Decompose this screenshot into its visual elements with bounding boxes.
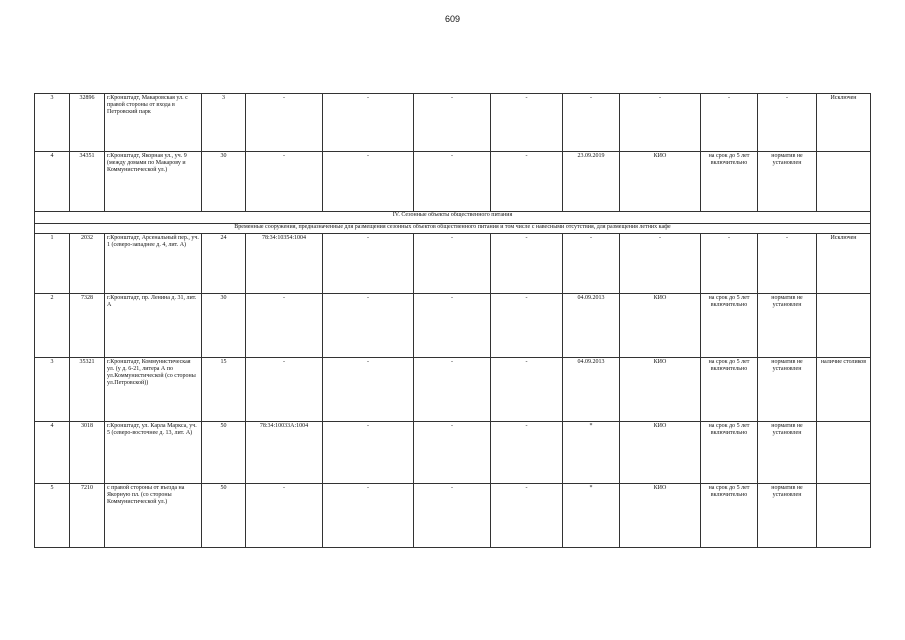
column-6-cell: - xyxy=(323,94,414,152)
norm-cell: норматив не установлен xyxy=(758,294,817,358)
section-row xyxy=(35,212,871,224)
table-body-group-2 xyxy=(35,234,871,548)
table-headers xyxy=(35,212,871,234)
row-number-cell: 5 xyxy=(35,484,70,548)
note-cell xyxy=(817,422,871,484)
cadastral-number-cell: - xyxy=(246,152,323,212)
norm-cell: норматив не установлен xyxy=(758,152,817,212)
column-8-cell: - xyxy=(491,94,563,152)
norm-cell: норматив не установлен xyxy=(758,358,817,422)
note-cell xyxy=(817,152,871,212)
table-row xyxy=(35,484,871,548)
address-cell: с правой стороны от въезда на Якорную пл. (со стороны Коммунистической ул.) xyxy=(105,484,202,548)
address-cell: г.Кронштадт, пр. Ленина д. 31, лит. А xyxy=(105,294,202,358)
term-cell: на срок до 5 лет включительно xyxy=(701,422,758,484)
area-cell: 15 xyxy=(202,358,246,422)
section-title: IV. Сезонные объекты общественного питания xyxy=(35,212,871,224)
agreement-date-cell: - xyxy=(563,234,620,294)
agreement-date-cell: 04.09.2013 xyxy=(563,358,620,422)
objects-table xyxy=(34,93,871,548)
cadastral-number-cell: - xyxy=(246,294,323,358)
row-number-cell: 3 xyxy=(35,358,70,422)
column-6-cell: - xyxy=(323,234,414,294)
note-cell xyxy=(817,294,871,358)
term-cell: - xyxy=(701,94,758,152)
column-8-cell: - xyxy=(491,422,563,484)
column-8-cell: - xyxy=(491,234,563,294)
area-cell: 50 xyxy=(202,484,246,548)
object-code-cell: 32896 xyxy=(70,94,105,152)
row-number-cell: 4 xyxy=(35,152,70,212)
area-cell: 24 xyxy=(202,234,246,294)
note-cell: Исключен xyxy=(817,94,871,152)
agreement-date-cell: * xyxy=(563,422,620,484)
column-7-cell: - xyxy=(414,484,491,548)
owner-cell: - xyxy=(620,234,701,294)
agreement-date-cell: 23.09.2019 xyxy=(563,152,620,212)
column-6-cell: - xyxy=(323,484,414,548)
term-cell: на срок до 5 лет включительно xyxy=(701,358,758,422)
column-6-cell: - xyxy=(323,152,414,212)
column-7-cell: - xyxy=(414,422,491,484)
object-code-cell: 7210 xyxy=(70,484,105,548)
row-number-cell: 3 xyxy=(35,94,70,152)
cadastral-number-cell: 78:34:10033А:1004 xyxy=(246,422,323,484)
area-cell: 30 xyxy=(202,294,246,358)
area-cell: 50 xyxy=(202,422,246,484)
row-number-cell: 1 xyxy=(35,234,70,294)
cadastral-number-cell: - xyxy=(246,484,323,548)
column-7-cell: - xyxy=(414,234,491,294)
address-cell: г.Кронштадт, Арсенальный пер., уч. 1 (северо-западнее д. 4, лит. А) xyxy=(105,234,202,294)
page-number: 609 xyxy=(444,14,461,24)
column-7-cell: - xyxy=(414,358,491,422)
norm-cell: - xyxy=(758,234,817,294)
norm-cell: норматив не установлен xyxy=(758,484,817,548)
table-row xyxy=(35,294,871,358)
address-cell: г.Кронштадт, Макаровская ул. с правой стороны от входа в Петровский парк xyxy=(105,94,202,152)
table-row xyxy=(35,234,871,294)
column-8-cell: - xyxy=(491,152,563,212)
owner-cell: КИО xyxy=(620,484,701,548)
owner-cell: КИО xyxy=(620,294,701,358)
table-row xyxy=(35,152,871,212)
object-code-cell: 2032 xyxy=(70,234,105,294)
column-6-cell: - xyxy=(323,358,414,422)
subsection-row xyxy=(35,224,871,234)
area-cell: 3 xyxy=(202,94,246,152)
agreement-date-cell: 04.09.2013 xyxy=(563,294,620,358)
column-7-cell: - xyxy=(414,94,491,152)
column-8-cell: - xyxy=(491,358,563,422)
term-cell: на срок до 5 лет включительно xyxy=(701,152,758,212)
table-row xyxy=(35,358,871,422)
object-code-cell: 3018 xyxy=(70,422,105,484)
owner-cell: КИО xyxy=(620,358,701,422)
column-7-cell: - xyxy=(414,152,491,212)
table-row xyxy=(35,422,871,484)
address-cell: г.Кронштадт, Коммунистическая ул. (у д. 6-21, литера А по ул.Коммунистической (со стороны ул.Петровской)) xyxy=(105,358,202,422)
norm-cell: - xyxy=(758,94,817,152)
row-number-cell: 2 xyxy=(35,294,70,358)
agreement-date-cell: - xyxy=(563,94,620,152)
cadastral-number-cell: - xyxy=(246,94,323,152)
column-8-cell: - xyxy=(491,294,563,358)
term-cell: на срок до 5 лет включительно xyxy=(701,294,758,358)
address-cell: г.Кронштадт, Якорная ул., уч. 9 (между домами по Макарову и Коммунистической ул.) xyxy=(105,152,202,212)
column-7-cell: - xyxy=(414,294,491,358)
row-number-cell: 4 xyxy=(35,422,70,484)
area-cell: 30 xyxy=(202,152,246,212)
cadastral-number-cell: - xyxy=(246,358,323,422)
column-6-cell: - xyxy=(323,294,414,358)
note-cell: наличие столиков xyxy=(817,358,871,422)
object-code-cell: 35321 xyxy=(70,358,105,422)
note-cell: Исключен xyxy=(817,234,871,294)
object-code-cell: 7328 xyxy=(70,294,105,358)
agreement-date-cell: * xyxy=(563,484,620,548)
column-8-cell: - xyxy=(491,484,563,548)
term-cell: - xyxy=(701,234,758,294)
owner-cell: КИО xyxy=(620,152,701,212)
table-row xyxy=(35,94,871,152)
object-code-cell: 34351 xyxy=(70,152,105,212)
owner-cell: - xyxy=(620,94,701,152)
subsection-title: Временные сооружения, предназначенные для размещения сезонных объектов общественного питания и том числе с навесными отсутствия, для размещения летних кафе xyxy=(35,224,871,234)
table-body-group-1 xyxy=(35,94,871,212)
cadastral-number-cell: 78:34:10354:1004 xyxy=(246,234,323,294)
address-cell: г.Кронштадт, ул. Карла Маркса, уч. 5 (северо-восточнее д. 13, лит. А) xyxy=(105,422,202,484)
owner-cell: КИО xyxy=(620,422,701,484)
note-cell xyxy=(817,484,871,548)
column-6-cell: - xyxy=(323,422,414,484)
norm-cell: норматив не установлен xyxy=(758,422,817,484)
term-cell: на срок до 5 лет включительно xyxy=(701,484,758,548)
